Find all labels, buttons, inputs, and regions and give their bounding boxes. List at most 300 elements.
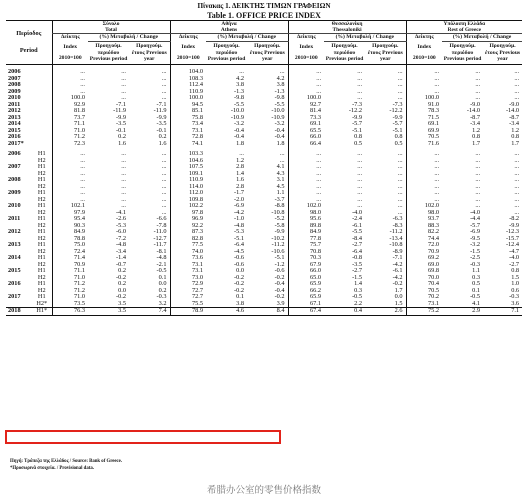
index-base-header	[170, 42, 206, 65]
value-cell: -11.0	[153, 229, 167, 235]
value-cell: -5.5	[274, 101, 285, 108]
footnote-provisional: *Προσωρινά στοιχεία. / Provisional data.	[10, 466, 94, 471]
value-cell: ...	[475, 88, 481, 95]
value-cell: ...	[514, 95, 520, 101]
value-cell: ...	[514, 151, 520, 157]
value-cell: -10.6	[271, 248, 285, 255]
table-title-greek: Πίνακας 1. ΔΕΙΚΤΗΣ ΤΙΜΩΝ ΓΡΑΦΕΙΩΝ	[197, 2, 331, 10]
index-label: Index	[63, 43, 78, 50]
value-cell: 2.9	[472, 307, 481, 314]
value-cell: ...	[121, 88, 127, 95]
region-english: Rest of Greece	[447, 27, 482, 33]
value-cell: 112.4	[170, 82, 206, 89]
value-cell: -8.1	[156, 248, 167, 255]
value-cell: 0.8	[394, 134, 403, 140]
value-cell: ...	[406, 171, 442, 178]
value-cell: 72.3	[52, 141, 88, 148]
value-cell: 65.9	[288, 294, 324, 301]
value-cell: -5.1	[234, 235, 245, 242]
value-cell: ...	[514, 157, 520, 164]
value-cell: 102.0	[406, 203, 442, 210]
year-cell: 2011	[8, 216, 21, 222]
year-cell: 2006	[8, 69, 21, 75]
value-cell: ...	[121, 164, 127, 170]
value-cell: -8.2	[509, 216, 520, 222]
value-cell: ...	[161, 209, 167, 216]
value-cell: -1.5	[352, 274, 363, 281]
value-cell: 0.2	[158, 287, 167, 294]
value-cell: -4.0	[509, 255, 520, 261]
value-cell: 0.6	[511, 287, 520, 294]
change-header: (%) Μεταβολή / Change	[88, 34, 170, 42]
value-cell: ...	[406, 82, 442, 89]
half-cell: H1*	[36, 307, 48, 314]
value-cell: ...	[397, 95, 403, 101]
half-cell: H1	[37, 190, 46, 196]
value-cell: ...	[52, 190, 88, 197]
value-cell: 114.0	[170, 184, 206, 191]
value-cell: 70.9	[406, 249, 442, 256]
value-cell: 107.5	[170, 164, 206, 171]
value-cell: ...	[397, 203, 403, 209]
value-cell: -0.6	[234, 255, 245, 261]
value-cell: 1.2	[236, 157, 245, 164]
value-cell: 73.1	[170, 128, 206, 135]
value-cell: 0.1	[472, 287, 481, 294]
value-cell: 73.3	[288, 115, 324, 122]
value-cell: -0.8	[352, 255, 363, 261]
value-cell: -4.1	[116, 209, 127, 216]
value-cell: 70.5	[406, 134, 442, 141]
value-cell: -11.9	[113, 108, 127, 114]
value-cell: 72.0	[406, 242, 442, 249]
value-cell: 93.7	[406, 216, 442, 223]
value-cell: 89.8	[288, 223, 324, 230]
value-cell: 95.4	[52, 216, 88, 223]
value-cell: -0.4	[234, 134, 245, 140]
value-cell: ...	[239, 69, 245, 75]
value-cell: -9.5	[470, 235, 481, 242]
value-cell: ...	[514, 203, 520, 209]
value-cell: 69.9	[406, 128, 442, 135]
value-cell: ...	[406, 177, 442, 184]
value-cell: 81.4	[288, 108, 324, 115]
value-cell: -6.1	[392, 268, 403, 274]
value-cell: -4.5	[234, 248, 245, 255]
value-cell: ...	[357, 69, 363, 75]
value-cell: 1.7	[511, 140, 520, 147]
value-cell: ...	[52, 184, 88, 191]
year-cell: 2014	[8, 121, 21, 127]
value-cell: 81.8	[52, 108, 88, 115]
value-cell: 1.2	[472, 127, 481, 134]
value-cell: 98.0	[406, 210, 442, 217]
value-cell: 73.4	[170, 121, 206, 128]
value-cell: 1.6	[118, 140, 127, 147]
year-cell: 2007	[8, 164, 21, 170]
value-cell: ...	[514, 190, 520, 196]
year-cell: 2010	[8, 95, 21, 101]
value-cell: ...	[52, 89, 88, 96]
value-cell: -6.4	[352, 248, 363, 255]
value-cell: -9.0	[509, 101, 520, 108]
value-cell: -6.4	[234, 242, 245, 248]
value-cell: 1.7	[394, 287, 403, 294]
value-cell: -8.4	[352, 235, 363, 242]
value-cell: ...	[288, 151, 324, 158]
index-header: Δείκτης	[288, 34, 324, 42]
value-cell: ...	[52, 76, 88, 83]
value-cell: -7.1	[392, 255, 403, 261]
value-cell: 2.8	[236, 183, 245, 190]
value-cell: 102.1	[52, 203, 88, 210]
value-cell: ...	[514, 183, 520, 190]
value-cell: 4.3	[276, 170, 285, 177]
value-cell: ...	[121, 196, 127, 203]
value-cell: 71.5	[406, 115, 442, 122]
period-header-english: Period	[19, 46, 38, 54]
value-cell: -10.0	[230, 108, 245, 114]
value-cell: 97.8	[170, 210, 206, 217]
value-cell: 65.0	[288, 275, 324, 282]
value-cell: 70.8	[288, 249, 324, 256]
value-cell: ...	[475, 203, 481, 209]
year-cell: 2008	[8, 82, 21, 88]
value-cell: 66.0	[288, 134, 324, 141]
index-label: Index	[299, 43, 314, 50]
value-cell: -10.8	[389, 242, 403, 248]
region-header-athens	[170, 21, 288, 34]
footnote-source: Πηγή: Τράπεζα της Ελλάδος / Source: Bank of Greece.	[10, 459, 122, 464]
value-cell: ...	[406, 158, 442, 165]
value-cell: 78.8	[52, 236, 88, 243]
change-header: (%) Μεταβολή / Change	[324, 34, 406, 42]
half-cell: H2*	[36, 300, 48, 307]
value-cell: ...	[288, 190, 324, 197]
value-cell: ...	[514, 164, 520, 170]
value-cell: ...	[475, 183, 481, 190]
value-cell: -0.2	[274, 274, 285, 281]
value-cell: -9.0	[470, 101, 481, 108]
index-base-label: 2010=100	[412, 55, 436, 62]
value-cell: -11.7	[153, 242, 167, 248]
year-cell: 2012	[8, 229, 21, 235]
value-cell: ...	[52, 158, 88, 165]
previous-year-header: Προηγούμ. έτους Previous year	[367, 43, 403, 63]
half-cell: H2	[37, 235, 46, 242]
value-cell: ...	[52, 177, 88, 184]
value-cell: 100.0	[406, 95, 442, 102]
value-cell: 1.6	[158, 140, 167, 147]
value-cell: -10.8	[271, 209, 285, 216]
value-cell: ...	[161, 157, 167, 164]
value-cell: 0.3	[472, 274, 481, 281]
year-cell: 2008	[8, 177, 21, 183]
value-cell: -9.9	[392, 114, 403, 121]
half-cell: H2	[37, 170, 46, 177]
value-cell: 73.1	[170, 262, 206, 269]
half-cell: H1	[37, 281, 46, 287]
half-cell: H1	[37, 164, 46, 170]
value-cell: ...	[121, 95, 127, 101]
region-greek: Αθήνα	[221, 21, 237, 27]
value-cell: 3.8	[236, 82, 245, 88]
value-cell: 0.1	[236, 294, 245, 300]
value-cell: -0.2	[274, 294, 285, 300]
value-cell: -3.4	[509, 121, 520, 127]
value-cell: 97.9	[52, 210, 88, 217]
value-cell: -8.3	[392, 222, 403, 229]
half-cell: H1	[37, 242, 46, 248]
value-cell: -2.6	[116, 216, 127, 222]
value-cell: ...	[397, 170, 403, 177]
value-cell: 0.5	[472, 281, 481, 287]
value-cell: -0.4	[274, 134, 285, 140]
value-cell: ...	[288, 89, 324, 96]
value-cell: -3.4	[470, 121, 481, 127]
previous-year-header: Προηγούμ. έτους Previous year	[249, 43, 285, 63]
period-header	[6, 21, 52, 65]
value-cell: ...	[397, 196, 403, 203]
value-cell: -3.4	[116, 248, 127, 255]
value-cell: ...	[279, 157, 285, 164]
value-cell: 73.5	[52, 301, 88, 308]
value-cell: 109.1	[170, 171, 206, 178]
value-cell: -12.7	[153, 235, 167, 242]
value-cell: ...	[406, 164, 442, 171]
value-cell: ...	[475, 157, 481, 164]
value-cell: 70.9	[52, 262, 88, 269]
value-cell: 71.2	[52, 288, 88, 295]
value-cell: 100.0	[288, 95, 324, 102]
value-cell: -9.9	[274, 229, 285, 235]
value-cell: -11.9	[153, 108, 167, 114]
value-cell: ...	[161, 170, 167, 177]
value-cell: 2.6	[394, 307, 403, 314]
value-cell: ...	[161, 177, 167, 183]
image-caption: 希腊办公室的零售价格指数	[206, 485, 321, 496]
value-cell: -7.8	[156, 222, 167, 229]
value-cell: 103.3	[170, 151, 206, 158]
value-cell: -0.6	[234, 261, 245, 268]
value-cell: 0.0	[118, 287, 127, 294]
value-cell: 104.6	[170, 158, 206, 165]
index-base-header	[288, 42, 324, 65]
value-cell: 92.2	[170, 223, 206, 230]
value-cell: ...	[397, 164, 403, 170]
value-cell: ...	[161, 82, 167, 88]
value-cell: 73.1	[170, 268, 206, 275]
value-cell: 74.0	[170, 249, 206, 256]
half-cell: H2	[37, 261, 46, 268]
value-cell: -0.7	[116, 261, 127, 268]
value-cell: ...	[121, 203, 127, 209]
value-cell: 66.4	[288, 141, 324, 148]
value-cell: 0.8	[354, 134, 363, 140]
value-cell: 110.9	[170, 177, 206, 184]
index-header: Δείκτης	[406, 34, 442, 42]
value-cell: ...	[161, 203, 167, 209]
value-cell: 1.0	[511, 281, 520, 287]
value-cell: 70.5	[406, 288, 442, 295]
half-year-row	[6, 301, 522, 308]
region-english: Athens	[220, 27, 238, 33]
value-cell: -12.3	[505, 229, 520, 235]
value-cell: 3.9	[276, 300, 285, 307]
value-cell: 0.8	[511, 268, 520, 274]
value-cell: 100.0	[52, 95, 88, 102]
value-cell: 1.5	[511, 274, 520, 281]
value-cell: -10.9	[230, 114, 245, 121]
value-cell: ...	[514, 170, 520, 177]
value-cell: 82.2	[406, 229, 442, 236]
value-cell: ...	[52, 197, 88, 204]
value-cell: -9.9	[352, 114, 363, 121]
value-cell: ...	[514, 196, 520, 203]
value-cell: 75.8	[170, 115, 206, 122]
value-cell: ...	[52, 164, 88, 171]
value-cell: ...	[288, 69, 324, 76]
value-cell: ...	[475, 196, 481, 203]
index-base-label: 2010=100	[58, 55, 82, 62]
value-cell: ...	[52, 151, 88, 158]
value-cell: -0.5	[156, 268, 167, 274]
value-cell: 82.8	[170, 236, 206, 243]
value-cell: ...	[121, 75, 127, 82]
value-cell: ...	[357, 95, 363, 101]
value-cell: ...	[475, 164, 481, 170]
value-cell: -5.5	[352, 229, 363, 235]
value-cell: 7.1	[511, 307, 520, 314]
region-greek: Σύνολο	[102, 21, 120, 27]
value-cell: -0.5	[352, 294, 363, 300]
value-cell: 95.6	[288, 216, 324, 223]
value-cell: ...	[397, 209, 403, 216]
value-cell: -1.0	[234, 216, 245, 222]
value-cell: 96.9	[170, 216, 206, 223]
value-cell: ...	[397, 82, 403, 88]
value-cell: ...	[357, 170, 363, 177]
value-cell: ...	[475, 170, 481, 177]
table-title-english: Table 1. OFFICE PRICE INDEX	[207, 11, 321, 20]
value-cell: -0.6	[274, 268, 285, 274]
value-cell: ...	[52, 69, 88, 76]
value-cell: -1.3	[234, 88, 245, 95]
value-cell: ...	[121, 177, 127, 183]
change-header: (%) Μεταβολή / Change	[442, 34, 522, 42]
value-cell: -8.7	[509, 114, 520, 121]
value-cell: -5.7	[352, 121, 363, 127]
value-cell: ...	[514, 82, 520, 88]
value-cell: ...	[239, 151, 245, 157]
change-header: (%) Μεταβολή / Change	[206, 34, 288, 42]
value-cell: -7.1	[156, 101, 167, 108]
half-cell: H2	[37, 274, 46, 281]
previous-period-header: Προηγούμ. περιόδου Previous period	[443, 43, 482, 63]
value-cell: ...	[357, 82, 363, 88]
value-cell: 78.9	[170, 308, 206, 316]
value-cell: 67.1	[288, 301, 324, 308]
value-cell: -14.0	[466, 108, 481, 114]
value-cell: 69.2	[406, 255, 442, 262]
value-cell: 72.7	[170, 288, 206, 295]
region-header-rest-of-greece	[406, 21, 522, 34]
previous-period-header: Προηγούμ. περιόδου Previous period	[89, 43, 128, 63]
value-cell: 1.6	[236, 177, 245, 183]
value-cell: 75.2	[406, 308, 442, 316]
year-cell: 2012	[8, 108, 21, 114]
value-cell: 4.5	[276, 183, 285, 190]
value-cell: ...	[121, 151, 127, 157]
value-cell: 69.8	[406, 268, 442, 275]
value-cell: ...	[288, 158, 324, 165]
value-cell: ...	[161, 88, 167, 95]
value-cell: ...	[475, 151, 481, 157]
value-cell: -0.4	[274, 127, 285, 134]
half-cell: H2	[37, 248, 46, 255]
value-cell: 70.0	[406, 275, 442, 282]
value-cell: 71.6	[406, 141, 442, 148]
value-cell: 71.0	[52, 294, 88, 301]
value-cell: -13.4	[389, 235, 403, 242]
value-cell: 3.8	[276, 82, 285, 88]
value-cell: -4.2	[234, 209, 245, 216]
value-cell: 4.1	[472, 300, 481, 307]
value-cell: 8.4	[276, 307, 285, 314]
value-cell: -0.2	[116, 294, 127, 300]
value-cell: -12.2	[389, 108, 403, 114]
value-cell: 90.3	[52, 223, 88, 230]
value-cell: ...	[52, 171, 88, 178]
value-cell: ...	[161, 196, 167, 203]
value-cell: -1.7	[234, 190, 245, 196]
value-cell: ...	[357, 164, 363, 170]
value-cell: 112.0	[170, 190, 206, 197]
value-cell: 71.0	[52, 128, 88, 135]
value-cell: -10.2	[271, 235, 285, 242]
value-cell: -15.7	[505, 235, 520, 242]
value-cell: 104.0	[170, 69, 206, 76]
value-cell: 1.8	[276, 140, 285, 147]
value-cell: -9.9	[116, 114, 127, 121]
value-cell: 69.1	[406, 121, 442, 128]
value-cell: ...	[514, 69, 520, 75]
value-cell: ...	[357, 177, 363, 183]
value-cell: 3.2	[158, 300, 167, 307]
value-cell: -7.3	[392, 101, 403, 108]
value-cell: -2.5	[470, 255, 481, 261]
value-cell: -2.7	[509, 261, 520, 268]
value-cell: ...	[397, 69, 403, 75]
index-base-header	[52, 42, 88, 65]
index-label: Index	[417, 43, 432, 50]
region-greek: Θεσσαλονίκη	[331, 21, 363, 27]
half-cell: H1	[37, 177, 46, 183]
value-cell: 75.7	[288, 242, 324, 249]
value-cell: -6.6	[156, 216, 167, 222]
value-cell: 0.0	[394, 294, 403, 300]
value-cell: ...	[397, 75, 403, 82]
value-cell: ...	[121, 82, 127, 88]
value-cell: ...	[357, 196, 363, 203]
value-cell: ...	[514, 88, 520, 95]
value-cell: -4.8	[234, 222, 245, 229]
value-cell: -1.4	[116, 255, 127, 261]
value-cell: ...	[121, 183, 127, 190]
value-cell: ...	[475, 69, 481, 75]
year-cell: 2010	[8, 203, 21, 209]
value-cell: ...	[406, 89, 442, 96]
